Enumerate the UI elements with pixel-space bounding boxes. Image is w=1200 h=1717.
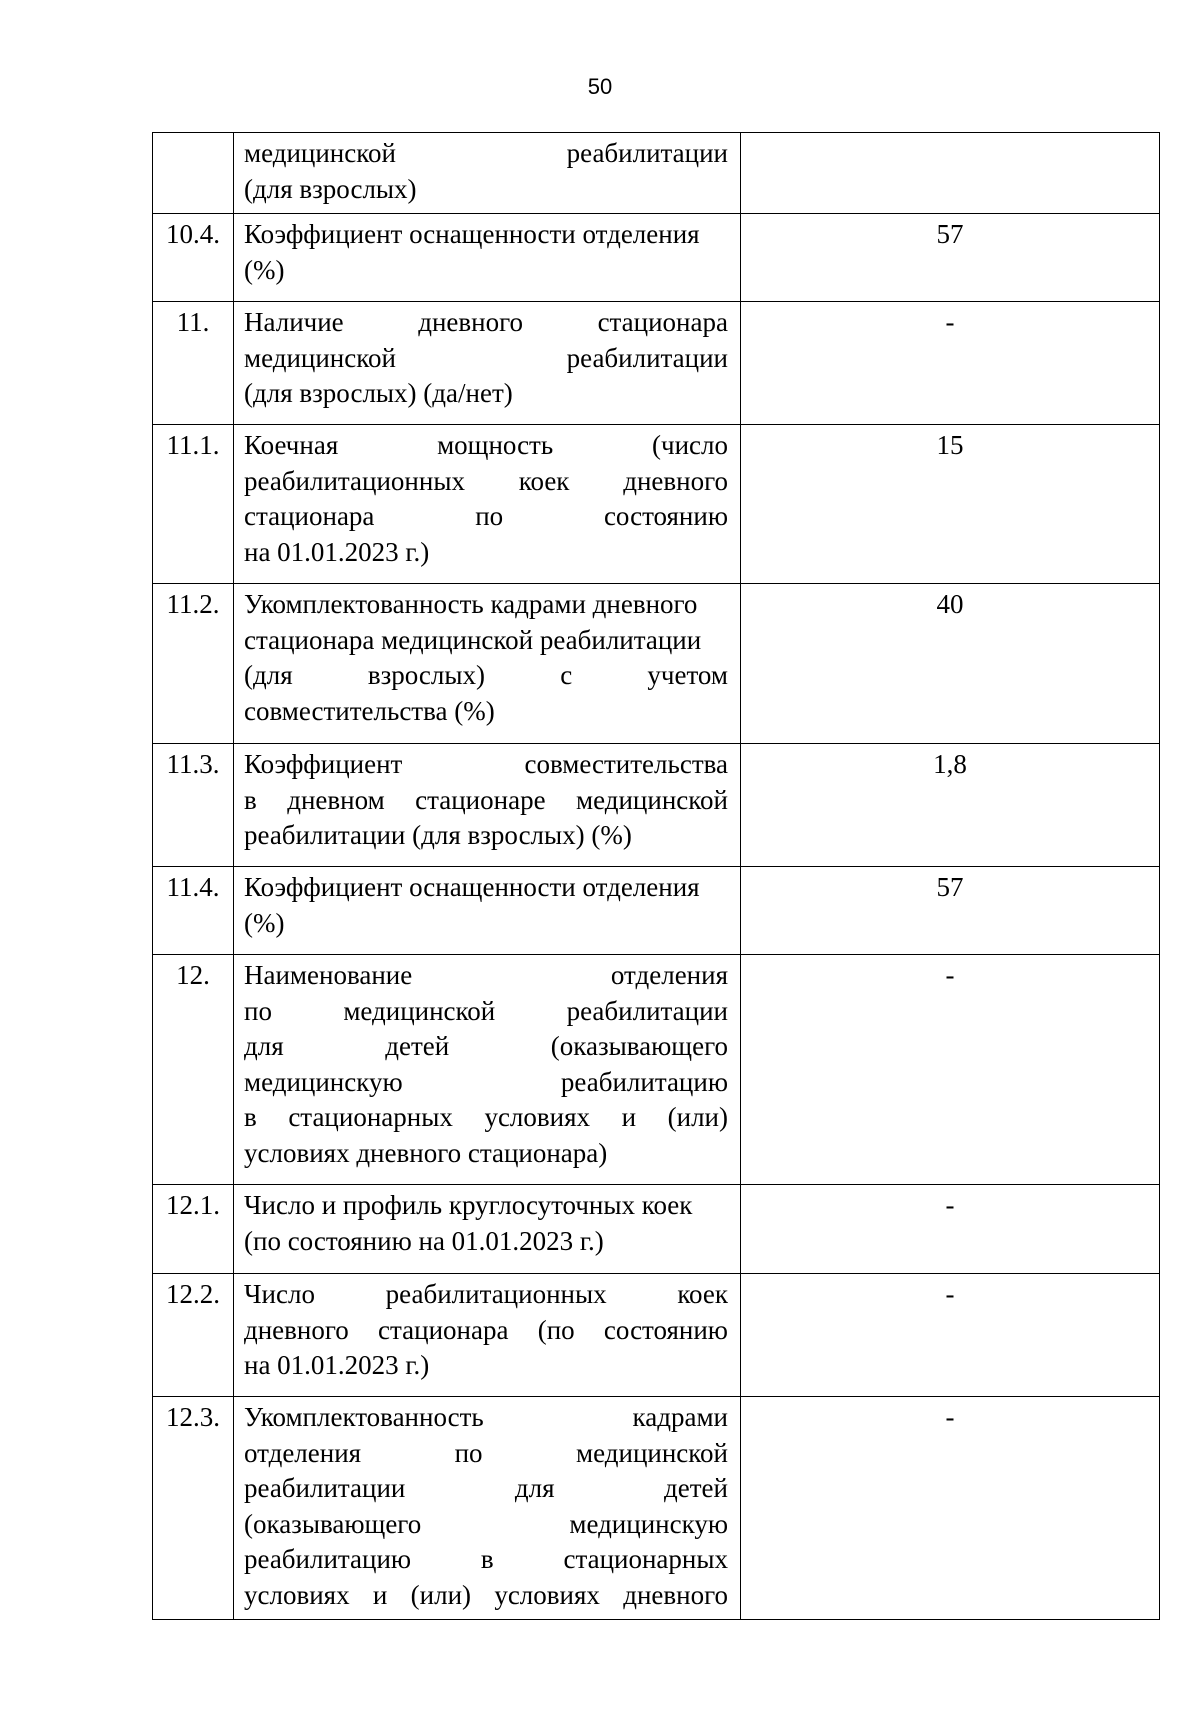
description-word: дневного — [623, 1579, 728, 1610]
description-word: коек — [677, 1279, 728, 1309]
description-line — [244, 305, 728, 341]
description-word: (оказывающего — [244, 1508, 422, 1539]
description-word: (по — [537, 1314, 575, 1345]
description-line — [244, 623, 728, 659]
description-word: медицинской — [576, 784, 728, 815]
description-word: (для взрослых) (да/нет) — [244, 378, 513, 408]
description-word: в — [244, 784, 257, 815]
description-word: Коечная — [244, 430, 339, 460]
description-word: дневного — [244, 1314, 349, 1345]
description-word: совместительства (%) — [244, 695, 495, 726]
row-number: 10.4. — [153, 214, 234, 302]
description-word: с — [560, 660, 573, 690]
indicator-value: 57 — [741, 867, 1160, 955]
indicator-description — [234, 584, 741, 744]
table-row — [153, 744, 1160, 867]
description-line — [244, 1313, 728, 1349]
indicator-value: 40 — [741, 584, 1160, 744]
description-line — [244, 1224, 728, 1260]
description-word: состоянию — [603, 1314, 728, 1345]
description-word: реабилитации — [566, 138, 728, 168]
description-word: дневном — [287, 784, 385, 815]
description-word: медицинскую — [244, 1066, 403, 1097]
description-word: на 01.01.2023 г.) — [244, 1350, 430, 1380]
description-word: реабилитационных — [244, 465, 465, 496]
description-word: условиях — [484, 1102, 591, 1132]
row-number — [153, 133, 234, 214]
description-word: на 01.01.2023 г.) — [244, 536, 430, 567]
description-line — [244, 783, 728, 819]
description-line — [244, 217, 728, 253]
description-word: дневного — [418, 307, 523, 337]
description-word: стационара — [597, 307, 728, 337]
description-line — [244, 1100, 728, 1136]
description-word: реабилитации — [566, 995, 728, 1026]
indicator-description — [234, 214, 741, 302]
description-word: реабилитации (для взрослых) (%) — [244, 820, 632, 850]
description-word: Коэффициент оснащенности отделения — [244, 219, 700, 249]
description-line — [244, 658, 728, 694]
page-number: 50 — [587, 74, 613, 99]
description-line — [244, 747, 728, 783]
indicator-value: 1,8 — [741, 744, 1160, 867]
description-word: медицинскую — [569, 1508, 728, 1539]
description-word: детей — [664, 1473, 728, 1503]
description-word: Укомплектованность кадрами дневного — [244, 589, 698, 619]
description-word: условиях — [244, 1579, 350, 1610]
description-word: (оказывающего — [550, 1031, 728, 1061]
table-row — [153, 425, 1160, 584]
description-word: стационарных — [563, 1544, 728, 1574]
indicator-value: - — [741, 955, 1160, 1185]
description-word: учетом — [647, 660, 728, 690]
description-line — [244, 994, 728, 1030]
description-line — [244, 694, 728, 730]
row-number: 11.3. — [153, 744, 234, 867]
description-line — [244, 1507, 728, 1543]
description-word: состоянию — [603, 501, 728, 531]
description-line — [244, 499, 728, 535]
description-word: детей — [385, 1031, 450, 1061]
description-word: реабилитации — [566, 342, 728, 373]
description-line — [244, 1065, 728, 1101]
table-row — [153, 955, 1160, 1185]
indicator-description — [234, 1185, 741, 1274]
row-number: 12.3. — [153, 1397, 234, 1620]
description-word: совместительства — [524, 749, 728, 779]
indicator-value: - — [741, 1185, 1160, 1274]
description-word: медицинской — [576, 1437, 728, 1468]
row-number: 12.2. — [153, 1274, 234, 1397]
indicator-description — [234, 867, 741, 955]
description-word: кадрами — [632, 1402, 728, 1432]
description-line — [244, 1400, 728, 1436]
description-line — [244, 376, 728, 412]
table-body — [153, 133, 1160, 1620]
table-row — [153, 133, 1160, 214]
description-word: Коэффициент оснащенности отделения — [244, 872, 700, 902]
description-word: (число — [652, 430, 728, 460]
description-line — [244, 428, 728, 464]
description-word: Наличие — [244, 307, 344, 337]
description-line — [244, 341, 728, 377]
description-line — [244, 870, 728, 906]
description-word: для — [514, 1473, 555, 1503]
description-word: Коэффициент — [244, 749, 403, 779]
description-word: медицинской — [343, 995, 496, 1026]
description-word: взрослых) — [367, 660, 486, 690]
table-row — [153, 302, 1160, 425]
indicator-description — [234, 133, 741, 214]
description-line — [244, 1578, 728, 1614]
description-line — [244, 1029, 728, 1065]
table-row — [153, 1274, 1160, 1397]
description-word: (%) — [244, 907, 285, 938]
indicator-value: - — [741, 302, 1160, 425]
description-word: стационарных — [288, 1102, 453, 1132]
description-line — [244, 535, 728, 571]
description-line — [244, 1188, 728, 1224]
description-word: стационара — [378, 1314, 509, 1345]
description-line — [244, 1348, 728, 1384]
row-number: 12.1. — [153, 1185, 234, 1274]
description-word: и — [372, 1579, 388, 1610]
description-word: стационара — [244, 501, 375, 531]
description-line — [244, 172, 728, 208]
table-row — [153, 1185, 1160, 1274]
description-word: коек — [518, 465, 570, 496]
description-word: и — [621, 1102, 637, 1132]
indicator-description — [234, 744, 741, 867]
description-word: медицинской — [244, 342, 396, 373]
description-word: Число — [244, 1279, 315, 1309]
description-word: стационаре — [415, 784, 546, 815]
description-word: для — [244, 1031, 284, 1061]
indicator-value: - — [741, 1397, 1160, 1620]
description-word: (%) — [244, 254, 285, 285]
description-line — [244, 136, 728, 172]
description-line — [244, 958, 728, 994]
description-word: реабилитационных — [385, 1279, 607, 1309]
description-line — [244, 1542, 728, 1578]
row-number: 11. — [153, 302, 234, 425]
indicator-description — [234, 1274, 741, 1397]
table-row — [153, 214, 1160, 302]
description-word: Число и профиль круглосуточных коек — [244, 1190, 693, 1220]
row-number: 11.2. — [153, 584, 234, 744]
indicator-description — [234, 955, 741, 1185]
description-word: (для взрослых) — [244, 173, 417, 204]
indicator-value: 57 — [741, 214, 1160, 302]
table-row — [153, 584, 1160, 744]
description-word: отделения — [610, 960, 728, 990]
indicator-description — [234, 425, 741, 584]
description-word: (или) — [410, 1579, 472, 1610]
indicator-value — [741, 133, 1160, 214]
description-word: в — [480, 1544, 494, 1574]
description-word: мощность — [437, 430, 554, 460]
description-word: Наименование — [244, 960, 413, 990]
description-word: в — [244, 1102, 257, 1132]
indicator-description — [234, 302, 741, 425]
description-word: по — [244, 995, 272, 1026]
description-word: (или) — [667, 1102, 728, 1132]
indicators-table — [152, 132, 1160, 1620]
description-word: по — [475, 501, 504, 531]
description-line — [244, 1277, 728, 1313]
row-number: 11.4. — [153, 867, 234, 955]
description-word: (по состоянию на 01.01.2023 г.) — [244, 1225, 604, 1256]
description-line — [244, 1471, 728, 1507]
description-line — [244, 253, 728, 289]
description-word: реабилитацию — [244, 1544, 412, 1574]
indicator-description — [234, 1397, 741, 1620]
description-word: по — [454, 1437, 483, 1468]
description-word: Укомплектованность — [244, 1402, 484, 1432]
description-word: условиях дневного стационара) — [244, 1137, 608, 1168]
description-line — [244, 464, 728, 500]
description-line — [244, 1436, 728, 1472]
description-line — [244, 906, 728, 942]
description-word: реабилитации — [244, 1473, 406, 1503]
indicator-value: - — [741, 1274, 1160, 1397]
description-word: (для — [244, 660, 293, 690]
row-number: 12. — [153, 955, 234, 1185]
description-line — [244, 1136, 728, 1172]
description-word: отделения — [244, 1437, 362, 1468]
row-number: 11.1. — [153, 425, 234, 584]
indicator-value: 15 — [741, 425, 1160, 584]
table-row — [153, 1397, 1160, 1620]
description-line — [244, 587, 728, 623]
description-word: реабилитацию — [560, 1066, 728, 1097]
description-word: условиях — [494, 1579, 600, 1610]
description-word: стационара медицинской реабилитации — [244, 624, 702, 655]
description-line — [244, 818, 728, 854]
table-row — [153, 867, 1160, 955]
description-word: дневного — [623, 465, 728, 496]
description-word: медицинской — [244, 138, 396, 168]
